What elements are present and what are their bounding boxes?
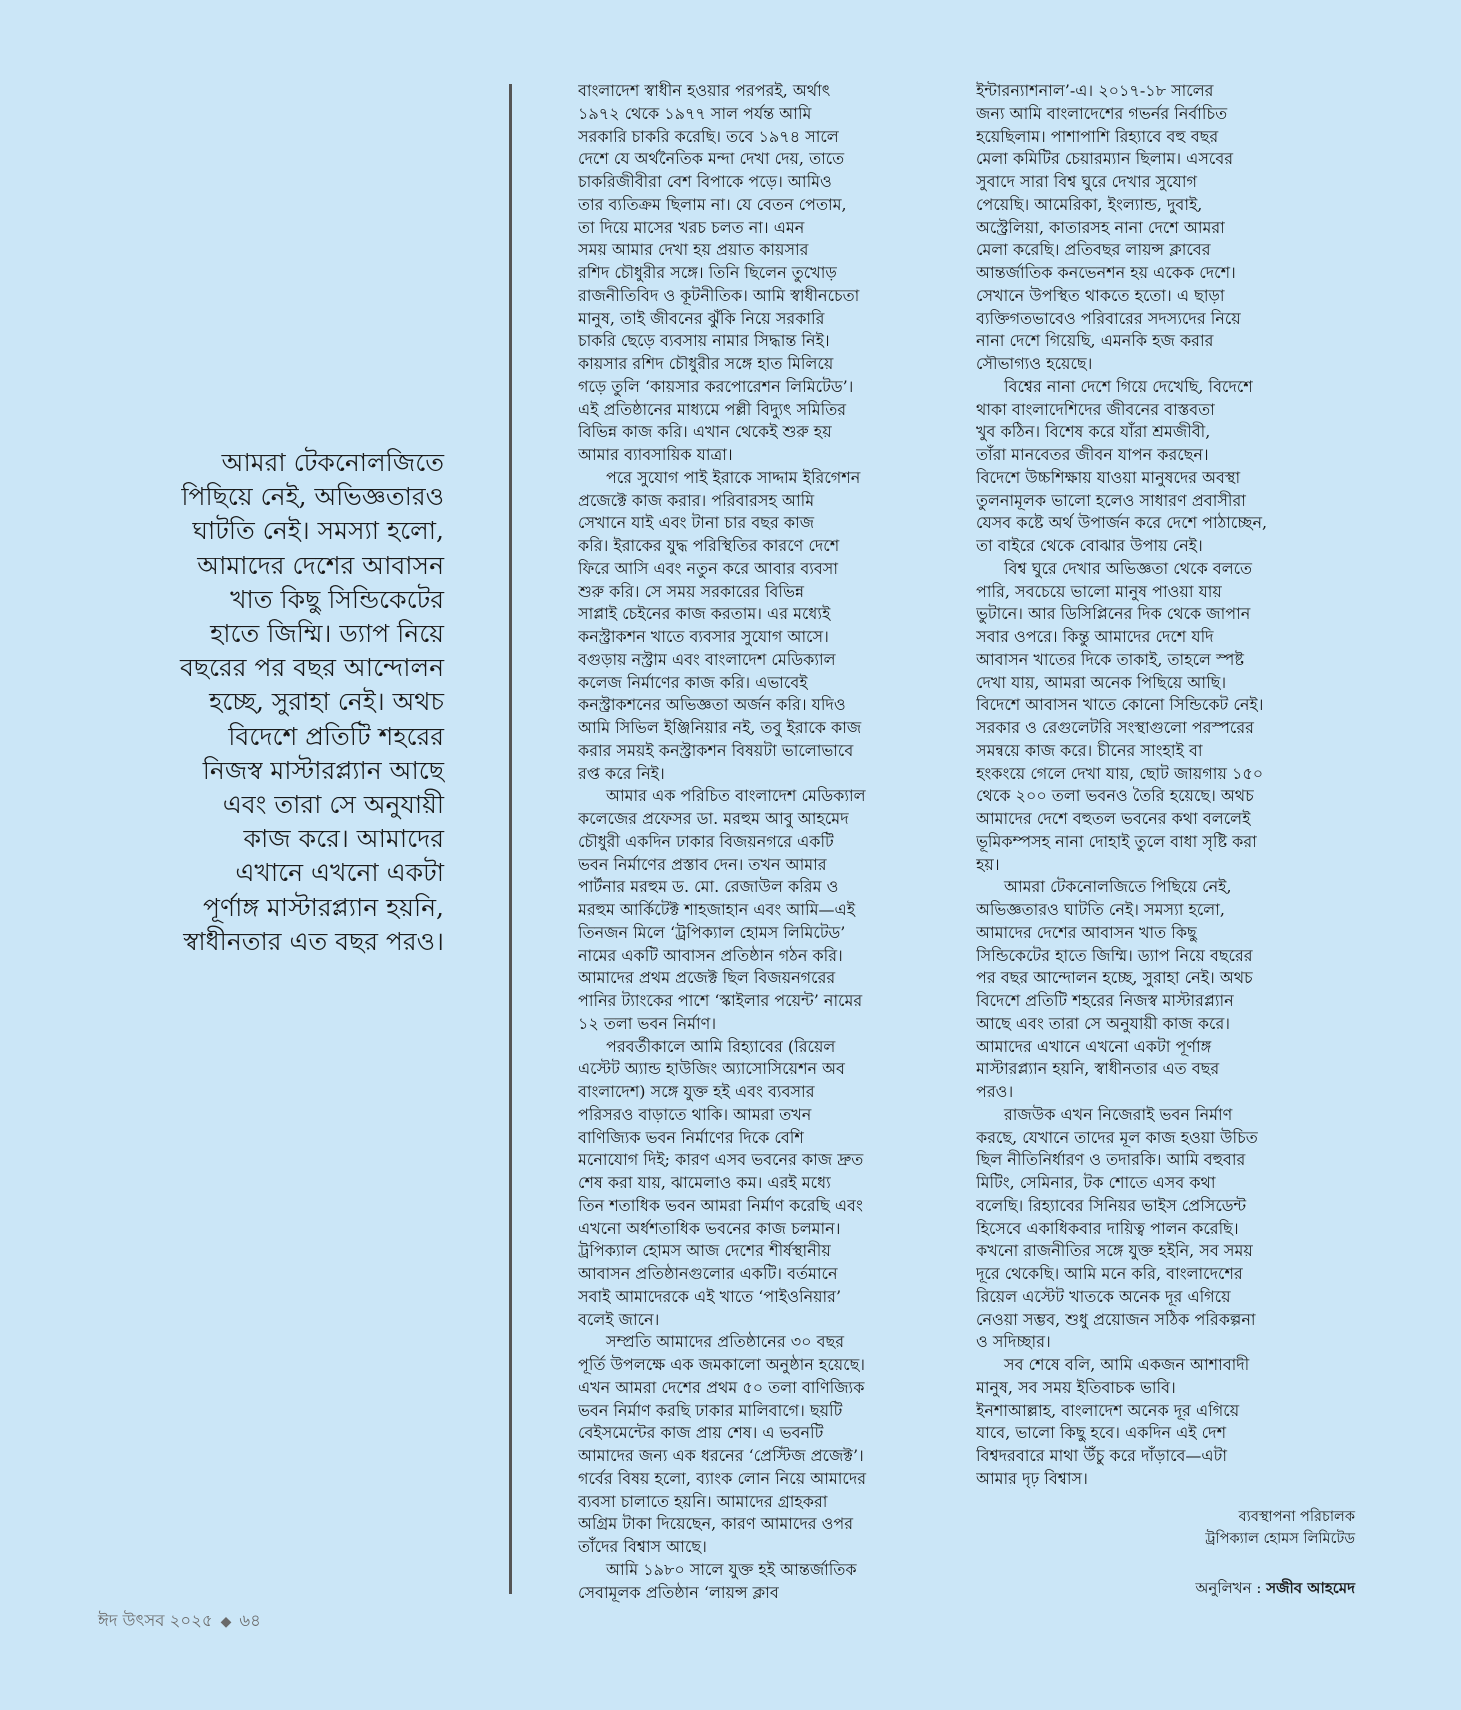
text-line: সরকারি চাকরি করেছি। তবে ১৯৭৪ সালে xyxy=(578,126,839,146)
text-line: সুবাদে সারা বিশ্ব ঘুরে দেখার সুযোগ xyxy=(976,172,1197,191)
text-line: মনোযোগ দিই; কারণ এসব ভবনের কাজ দ্রুত xyxy=(578,1150,864,1170)
text-line: চাকরিজীবীরা বেশ বিপাকে পড়ে। আমিও xyxy=(578,172,832,191)
text-line: চৌধুরী একদিন ঢাকার বিজয়নগরে একটি xyxy=(578,831,834,851)
text-line: মিটিং, সেমিনার, টক শোতে এসব কথা xyxy=(976,1173,1216,1192)
text-line: সাপ্লাই চেইনের কাজ করতাম। এর মধ্যেই xyxy=(578,604,831,624)
text-line: আবাসন খাতের দিকে তাকাই, তাহলে স্পষ্ট xyxy=(976,649,1244,669)
text-line: আন্তর্জাতিক কনভেনশন হয় একেক দেশে। xyxy=(976,263,1236,282)
text-line: অগ্রিম টাকা দিয়েছেন, কারণ আমাদের ওপর xyxy=(578,1514,854,1534)
text-line: সিন্ডিকেটের হাতে জিম্মি। ড্যাপ নিয়ে বছরের xyxy=(976,945,1253,965)
paragraph xyxy=(578,1331,952,1559)
article-column-1 xyxy=(578,80,952,1604)
publication-name: ঈদ উৎসব ২০২৫ xyxy=(98,1611,213,1630)
text-line: জন্য আমি বাংলাদেশের গভর্নর নির্বাচিত xyxy=(976,103,1228,123)
text-line: বলেই জানে। xyxy=(578,1309,660,1329)
diamond-separator-icon: ◆ xyxy=(220,1614,232,1630)
text-line: এখনো অর্ধশতাধিক ভবনের কাজ চলমান। xyxy=(578,1218,841,1238)
pull-quote-line: আমাদের দেশের আবাসন xyxy=(197,550,444,580)
credit-label: অনুলিখন : xyxy=(1195,1579,1267,1597)
text-line: সেখানে যাই এবং টানা চার বছর কাজ xyxy=(578,513,815,533)
text-line: আবাসন প্রতিষ্ঠানগুলোর একটি। বর্তমানে xyxy=(578,1264,838,1283)
text-line: সব শেষে বলি, আমি একজন আশাবাদী xyxy=(1004,1355,1250,1374)
paragraph xyxy=(976,80,1358,376)
text-line: সবার ওপরে। কিন্তু আমাদের দেশে যদি xyxy=(976,627,1214,646)
text-line: কলেজের প্রফেসর ডা. মরহুম আবু আহমেদ xyxy=(578,809,849,828)
text-line: অভিজ্ঞতারও ঘাটতি নেই। সমস্যা হলো, xyxy=(976,900,1225,919)
text-line: আমাদের প্রথম প্রজেক্ট ছিল বিজয়নগরের xyxy=(578,968,836,988)
text-line: বগুড়ায় নস্ট্রাম এবং বাংলাদেশ মেডিক্যাল xyxy=(578,649,836,669)
text-line: হংকংয়ে গেলে দেখা যায়, ছোট জায়গায় ১৫০ xyxy=(976,763,1264,783)
text-line: তুলনামূলক ভালো হলেও সাধারণ প্রবাসীরা xyxy=(976,490,1246,510)
text-line: করছে, যেখানে তাদের মূল কাজ হওয়া উচিত xyxy=(976,1127,1258,1147)
text-line: আমার ব্যাবসায়িক যাত্রা। xyxy=(578,445,733,464)
text-line: পরও। xyxy=(976,1082,1014,1101)
text-line: ১৯৭২ থেকে ১৯৭৭ সাল পর্যন্ত আমি xyxy=(578,103,812,123)
text-line: কনস্ট্রাকশনের অভিজ্ঞতা অর্জন করি। যদিও xyxy=(578,695,846,715)
text-line: রপ্ত করে নিই। xyxy=(578,763,665,783)
text-line: ভবন নির্মাণ করছি ঢাকার মালিবাগে। ছয়টি xyxy=(578,1400,843,1420)
text-line: পরে সুযোগ পাই ইরাকে সাদ্দাম ইরিগেশন xyxy=(606,467,861,487)
text-line: সময় আমার দেখা হয় প্রয়াত কায়সার xyxy=(578,240,809,260)
text-line: বিভিন্ন কাজ করি। এখান থেকেই শুরু হয় xyxy=(578,422,832,442)
text-line: আমার এক পরিচিত বাংলাদেশ মেডিক্যাল xyxy=(606,786,866,806)
text-line: তিন শতাধিক ভবন আমরা নির্মাণ করেছি এবং xyxy=(578,1195,863,1215)
text-line: ফিরে আসি এবং নতুন করে আবার ব্যবসা xyxy=(578,558,838,578)
text-line: কখনো রাজনীতির সঙ্গে যুক্ত হইনি, সব সময় xyxy=(976,1241,1253,1261)
text-line: আমি সিভিল ইঞ্জিনিয়ার নই, তবু ইরাকে কাজ xyxy=(578,718,862,737)
pull-quote-line: পিছিয়ে নেই, অভিজ্ঞতারও xyxy=(181,482,444,512)
pull-quote-line: স্বাধীনতার এত বছর পরও। xyxy=(183,926,444,956)
text-line: আমাদের এখানে এখনো একটা পূর্ণাঙ্গ xyxy=(976,1036,1212,1056)
text-line: সৌভাগ্যও হয়েছে। xyxy=(976,354,1093,373)
text-line: মানুষ, তাই জীবনের ঝুঁকি নিয়ে সরকারি xyxy=(578,308,825,328)
text-line: রাজউক এখন নিজেরাই ভবন নির্মাণ xyxy=(1004,1104,1233,1124)
text-line: এখন আমরা দেশের প্রথম ৫০ তলা বাণিজ্যিক xyxy=(578,1377,865,1397)
text-line: ১২ তলা ভবন নির্মাণ। xyxy=(578,1013,717,1033)
text-line: করি। ইরাকের যুদ্ধ পরিস্থিতির কারণে দেশে xyxy=(578,536,840,555)
text-line: বিশ্বের নানা দেশে গিয়ে দেখেছি, বিদেশে xyxy=(1004,376,1253,396)
text-line: এই প্রতিষ্ঠানের মাধ্যমে পল্লী বিদ্যুৎ সমিতির xyxy=(578,399,847,419)
paragraph xyxy=(976,876,1358,1104)
text-line: আমাদের দেশে বহুতল ভবনের কথা বললেই xyxy=(976,809,1251,828)
text-line: মাস্টারপ্ল্যান হয়নি, স্বাধীনতার এত বছর xyxy=(976,1059,1220,1079)
pull-quote-line: বিদেশে প্রতিটি শহরের xyxy=(228,721,444,751)
text-line: মেলা করেছি। প্রতিবছর লায়ন্স ক্লাবের xyxy=(976,240,1211,260)
page-footer xyxy=(98,1608,261,1635)
text-line: ছিল নীতিনির্ধারণ ও তদারকি। আমি বহুবার xyxy=(976,1150,1246,1170)
paragraph xyxy=(578,1559,952,1605)
text-line: পানির ট্যাংকের পাশে ‘স্কাইলার পয়েন্ট’ নামের xyxy=(578,991,863,1010)
pull-quote-line: কাজ করে। আমাদের xyxy=(243,824,444,854)
paragraph xyxy=(976,376,1358,558)
text-line: তা বাইরে থেকে বোঝার উপায় নেই। xyxy=(976,536,1203,555)
text-line: থাকা বাংলাদেশিদের জীবনের বাস্তবতা xyxy=(976,399,1215,419)
text-line: নেওয়া সম্ভব, শুধু প্রয়োজন সঠিক পরিকল্পনা xyxy=(976,1309,1256,1329)
text-line: আমি ১৯৮০ সালে যুক্ত হই আন্তর্জাতিক xyxy=(606,1559,857,1579)
text-line: শুরু করি। সে সময় সরকারের বিভিন্ন xyxy=(578,581,805,601)
text-line: পার্টনার মরহুম ড. মো. রেজাউল করিম ও xyxy=(578,877,839,897)
text-line: কায়সার রশিদ চৌধুরীর সঙ্গে হাত মিলিয়ে xyxy=(578,354,834,373)
text-line: নামের একটি আবাসন প্রতিষ্ঠান গঠন করি। xyxy=(578,945,843,965)
author-designation: ব্যবস্থাপনা পরিচালক xyxy=(1238,1509,1355,1525)
text-line: পারি, সবচেয়ে ভালো মানুষ পাওয়া যায় xyxy=(976,581,1222,601)
text-line: ইন্টারন্যাশনাল’-এ। ২০১৭-১৮ সালের xyxy=(976,81,1214,100)
paragraph xyxy=(578,80,952,467)
text-line: বাংলাদেশ) সঙ্গে যুক্ত হই এবং ব্যবসার xyxy=(578,1082,815,1101)
text-line: বিদেশে প্রতিটি শহরের নিজস্ব মাস্টারপ্ল্যান xyxy=(976,991,1234,1010)
pull-quote-line: ঘাটতি নেই। সমস্যা হলো, xyxy=(192,516,444,546)
text-line: তা দিয়ে মাসের খরচ চলত না। এমন xyxy=(578,217,805,237)
text-line: পর বছর আন্দোলন হচ্ছে, সুরাহা নেই। অথচ xyxy=(976,968,1253,988)
text-line: রাজনীতিবিদ ও কূটনীতিক। আমি স্বাধীনচেতা xyxy=(578,285,860,305)
text-line: করার সময়ই কনস্ট্রাকশন বিষয়টা ভালোভাবে xyxy=(578,740,854,760)
text-line: দেশে যে অর্থনৈতিক মন্দা দেখা দেয়, তাতে xyxy=(578,149,845,169)
text-line: ট্রপিক্যাল হোমস আজ দেশের শীর্ষস্থানীয় xyxy=(578,1241,831,1261)
text-line: দূরে থেকেছি। আমি মনে করি, বাংলাদেশের xyxy=(976,1264,1243,1283)
paragraph xyxy=(976,558,1358,877)
pull-quote-line: হাতে জিম্মি। ড্যাপ নিয়ে xyxy=(210,619,444,649)
column-divider xyxy=(509,84,512,1594)
author-signature xyxy=(1020,1506,1355,1550)
text-line: বাণিজ্যিক ভবন নির্মাণের দিকে বেশি xyxy=(578,1127,804,1147)
page-number: ৬৪ xyxy=(239,1611,261,1630)
text-line: মরহুম আর্কিটেক্ট শাহজাহান এবং আমি—এই xyxy=(578,900,856,919)
text-line: আমরা টেকনোলজিতে পিছিয়ে নেই, xyxy=(1004,877,1232,897)
text-line: খুব কঠিন। বিশেষ করে যাঁরা শ্রমজীবী, xyxy=(976,422,1211,442)
text-line: বিশ্ব ঘুরে দেখার অভিজ্ঞতা থেকে বলতে xyxy=(1004,558,1253,578)
credit-name: সজীব আহমেদ xyxy=(1266,1579,1355,1597)
text-line: সেখানে উপস্থিত থাকতে হতো। এ ছাড়া xyxy=(976,285,1225,305)
text-line: তার ব্যতিক্রম ছিলাম না। যে বেতন পেতাম, xyxy=(578,194,847,214)
pull-quote-line: বছরের পর বছর আন্দোলন xyxy=(179,653,444,683)
text-line: চাকরি ছেড়ে ব্যবসায় নামার সিদ্ধান্ত নিই। xyxy=(578,331,830,351)
text-line: তাঁরা মানবেতর জীবন যাপন করছেন। xyxy=(976,445,1209,464)
text-line: বেইসমেন্টের কাজ প্রায় শেষ। এ ভবনটি xyxy=(578,1423,824,1443)
text-line: পেয়েছি। আমেরিকা, ইংল্যান্ড, দুবাই, xyxy=(976,194,1203,214)
text-line: ও সদিচ্ছার। xyxy=(976,1332,1051,1352)
text-line: সরকার ও রেগুলেটরি সংস্থাগুলো পরস্পরের xyxy=(976,718,1254,737)
text-line: অস্ট্রেলিয়া, কাতারসহ নানা দেশে আমরা xyxy=(976,217,1225,237)
text-line: হয়। xyxy=(976,854,1000,874)
text-line: আমাদের জন্য এক ধরনের ‘প্রেস্টিজ প্রজেক্ট’। xyxy=(578,1446,864,1465)
text-line: প্রজেক্টে কাজ করার। পরিবারসহ আমি xyxy=(578,490,815,510)
text-line: গর্বের বিষয় হলো, ব্যাংক লোন নিয়ে আমাদের xyxy=(578,1468,867,1488)
text-line: সেবামূলক প্রতিষ্ঠান ‘লায়ন্স ক্লাব xyxy=(578,1582,779,1602)
paragraph xyxy=(578,785,952,1035)
text-line: ভবন নির্মাণের প্রস্তাব দেন। তখন আমার xyxy=(578,854,827,874)
text-line: কলেজ নির্মাণের কাজ করি। এভাবেই xyxy=(578,672,808,692)
paragraph xyxy=(976,1354,1358,1491)
pull-quote xyxy=(112,446,444,959)
text-line: সবাই আমাদেরকে এই খাতে ‘পাইওনিয়ার’ xyxy=(578,1286,842,1306)
text-line: বাংলাদেশ স্বাধীন হওয়ার পরপরই, অর্থাৎ xyxy=(578,81,831,100)
text-line: ভুটানে। আর ডিসিপ্লিনের দিক থেকে জাপান xyxy=(976,604,1251,624)
pull-quote-line: আমরা টেকনোলজিতে xyxy=(221,448,444,477)
text-line: বিদেশে আবাসন খাতে কোনো সিন্ডিকেট নেই। xyxy=(976,695,1264,715)
pull-quote-line: হচ্ছে, সুরাহা নেই। অথচ xyxy=(209,687,444,717)
paragraph xyxy=(578,1036,952,1332)
text-line: পরিসরও বাড়াতে থাকি। আমরা তখন xyxy=(578,1104,812,1124)
text-line: শেষ করা যায়, ঝামেলাও কম। এরই মধ্যে xyxy=(578,1173,831,1192)
text-line: নানা দেশে গিয়েছি, এমনকি হজ করার xyxy=(976,331,1214,351)
pull-quote-line: এখানে এখনো একটা xyxy=(235,858,444,888)
pull-quote-line: খাত কিছু সিন্ডিকেটের xyxy=(230,584,444,614)
text-line: দেখা যায়, আমরা অনেক পিছিয়ে আছি। xyxy=(976,672,1227,692)
text-line: ব্যক্তিগতভাবেও পরিবারের সদস্যদের নিয়ে xyxy=(976,308,1241,328)
text-line: আমাদের দেশের আবাসন খাত কিছু xyxy=(976,922,1197,942)
author-company: ট্রপিক্যাল হোমস লিমিটেড xyxy=(1205,1531,1355,1547)
text-line: পূর্তি উপলক্ষে এক জমকালো অনুষ্ঠান হয়েছে। xyxy=(578,1355,866,1374)
pull-quote-line: এবং তারা সে অনুযায়ী xyxy=(222,790,444,820)
paragraph xyxy=(578,467,952,786)
text-line: ইনশাআল্লাহ, বাংলাদেশ অনেক দূর এগিয়ে xyxy=(976,1400,1240,1420)
text-line: তাঁদের বিশ্বাস আছে। xyxy=(578,1537,707,1556)
paragraph xyxy=(976,1104,1358,1354)
pull-quote-line: পূর্ণাঙ্গ মাস্টারপ্ল্যান হয়নি, xyxy=(202,892,444,922)
text-line: হিসেবে একাধিকবার দায়িত্ব পালন করেছি। xyxy=(976,1218,1239,1238)
text-line: তিনজন মিলে ‘ট্রপিক্যাল হোমস লিমিটেড’ xyxy=(578,922,846,942)
pull-quote-line: নিজস্ব মাস্টারপ্ল্যান আছে xyxy=(202,755,444,785)
text-line: থেকে ২০০ তলা ভবনও তৈরি হয়েছে। অথচ xyxy=(976,786,1254,806)
text-line: পরবর্তীকালে আমি রিহ্যাবের (রিয়েল xyxy=(606,1036,836,1056)
transcription-credit xyxy=(1020,1577,1355,1602)
text-line: সমন্বয়ে কাজ করে। চীনের সাংহাই বা xyxy=(976,740,1203,760)
text-line: হয়েছিলাম। পাশাপাশি রিহ্যাবে বহু বছর xyxy=(976,126,1219,146)
text-line: আছে এবং তারা সে অনুযায়ী কাজ করে। xyxy=(976,1013,1230,1033)
text-line: ভূমিকম্পসহ নানা দোহাই তুলে বাধা সৃষ্টি করা xyxy=(976,831,1257,851)
text-line: ব্যবসা চালাতে হয়নি। আমাদের গ্রাহকরা xyxy=(578,1491,828,1511)
text-line: রিয়েল এস্টেট খাতকে অনেক দূর এগিয়ে xyxy=(976,1286,1231,1306)
article-column-2 xyxy=(976,80,1358,1491)
text-line: এস্টেট অ্যান্ড হাউজিং অ্যাসোসিয়েশন অব xyxy=(578,1059,845,1079)
text-line: বিদেশে উচ্চশিক্ষায় যাওয়া মানুষদের অবস্থা xyxy=(976,467,1241,487)
text-line: গড়ে তুলি ‘কায়সার করপোরেশন লিমিটেড’। xyxy=(578,376,854,396)
text-line: বিশ্বদরবারে মাথা উঁচু করে দাঁড়াবে—এটা xyxy=(976,1446,1227,1465)
text-line: আমার দৃঢ় বিশ্বাস। xyxy=(976,1468,1088,1488)
text-line: কনস্ট্রাকশন খাতে ব্যবসার সুযোগ আসে। xyxy=(578,627,829,646)
text-line: মেলা কমিটির চেয়ারম্যান ছিলাম। এসবের xyxy=(976,149,1234,169)
text-line: বলেছি। রিহ্যাবের সিনিয়র ভাইস প্রেসিডেন্ট xyxy=(976,1195,1247,1215)
text-line: যেসব কষ্টে অর্থ উপার্জন করে দেশে পাঠাচ্ছেন, xyxy=(976,513,1268,533)
text-line: রশিদ চৌধুরীর সঙ্গে। তিনি ছিলেন তুখোড় xyxy=(578,263,837,282)
text-line: সম্প্রতি আমাদের প্রতিষ্ঠানের ৩০ বছর xyxy=(606,1332,845,1352)
text-line: মানুষ, সব সময় ইতিবাচক ভাবি। xyxy=(976,1377,1176,1397)
text-line: যাবে, ভালো কিছু হবে। একদিন এই দেশ xyxy=(976,1423,1227,1443)
